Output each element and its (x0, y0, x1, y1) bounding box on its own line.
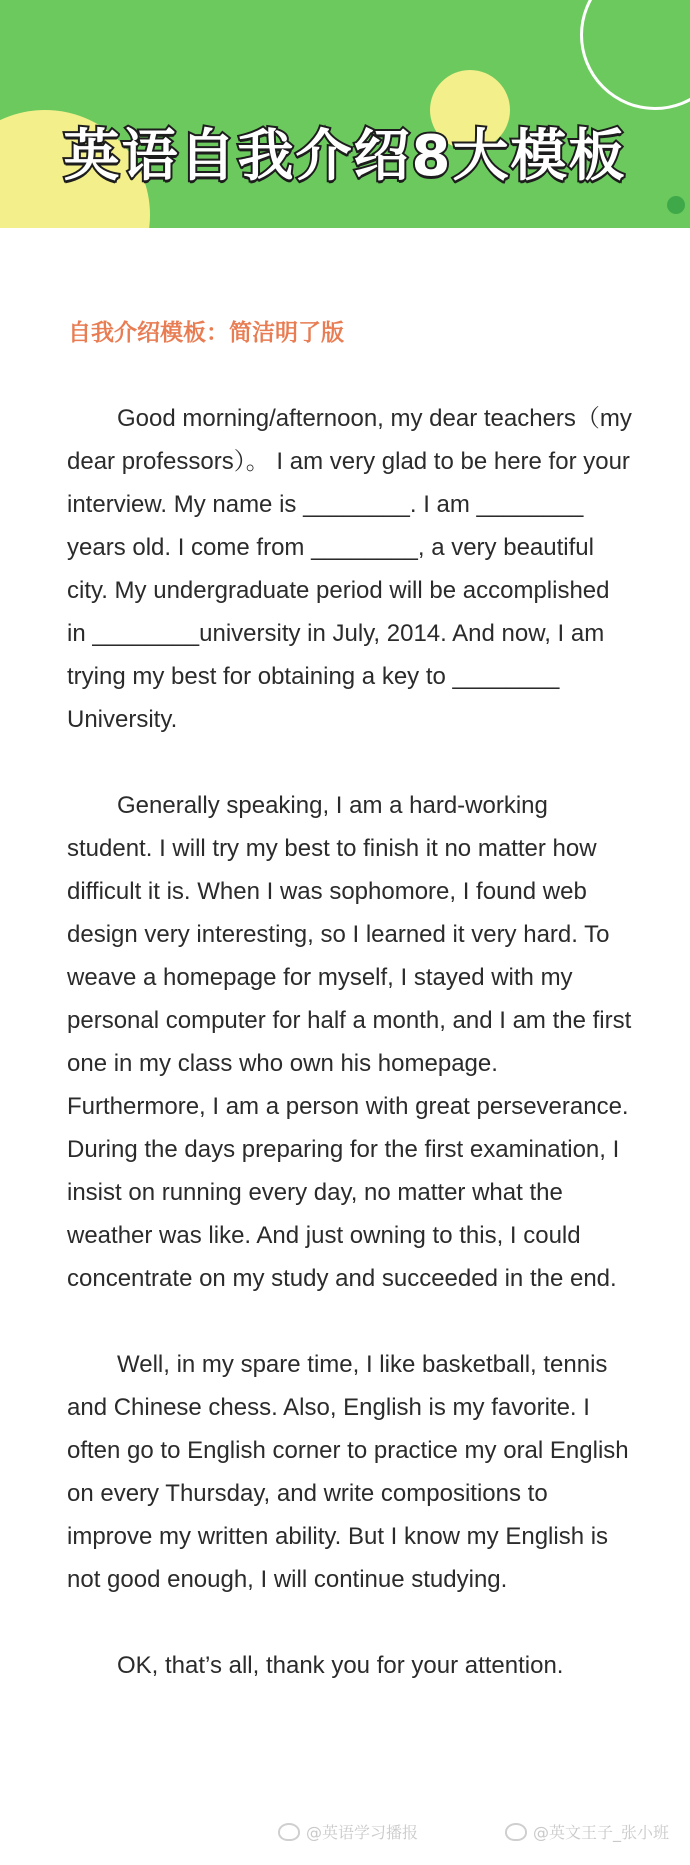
weibo-icon (278, 1823, 300, 1841)
paragraph-personality: Generally speaking, I am a hard-working student. I will try my best to finish it no matter how difficult it is. When I was sophomore, I found web design very interesting, so I learned it very hard. To weave a homepage for myself, I stayed with my personal computer for half a month, and I am the first one in my class who own his homepage. Furthermore, I am a person with great perseverance. During the days preparing for the first examination, I insist on running every day, no matter what the weather was like. And just owning to this, I could concentrate on my study and succeeded in the end. (67, 792, 632, 1292)
section-heading: 自我介绍模板：简洁明了版 (68, 320, 344, 346)
watermark-2 (505, 1820, 669, 1843)
paragraph-hobbies: Well, in my spare time, I like basketball, tennis and Chinese chess. Also, English is my favorite. I often go to English corner to practice my oral English on every Thursday, and write compositions to improve my written ability. But I know my English is not good enough, I will continue studying. (67, 1351, 629, 1593)
article-body (67, 397, 632, 1730)
weibo-icon (505, 1823, 527, 1841)
decor-dot-green (667, 196, 685, 214)
decor-ring-white (580, 0, 690, 110)
paragraph-closing: OK, that’s all, thank you for your attention. (117, 1652, 564, 1679)
watermark-1 (278, 1820, 418, 1843)
page-title: 英语自我介绍8大模板 (63, 124, 627, 189)
header-banner (0, 0, 690, 228)
paragraph-intro: Good morning/afternoon, my dear teachers（my dear professors）。 I am very glad to be here for your interview. My name is ________. I am ________ years old. I come from ________, a very beautiful city. My undergraduate period will be accomplished in ________university in July, 2014. And now, I am trying my best for obtaining a key to ________ University. (67, 405, 632, 733)
watermark-1-text: @英语学习播报 (306, 1823, 419, 1842)
watermark-2-text: @英文王子_张小班 (533, 1823, 670, 1842)
